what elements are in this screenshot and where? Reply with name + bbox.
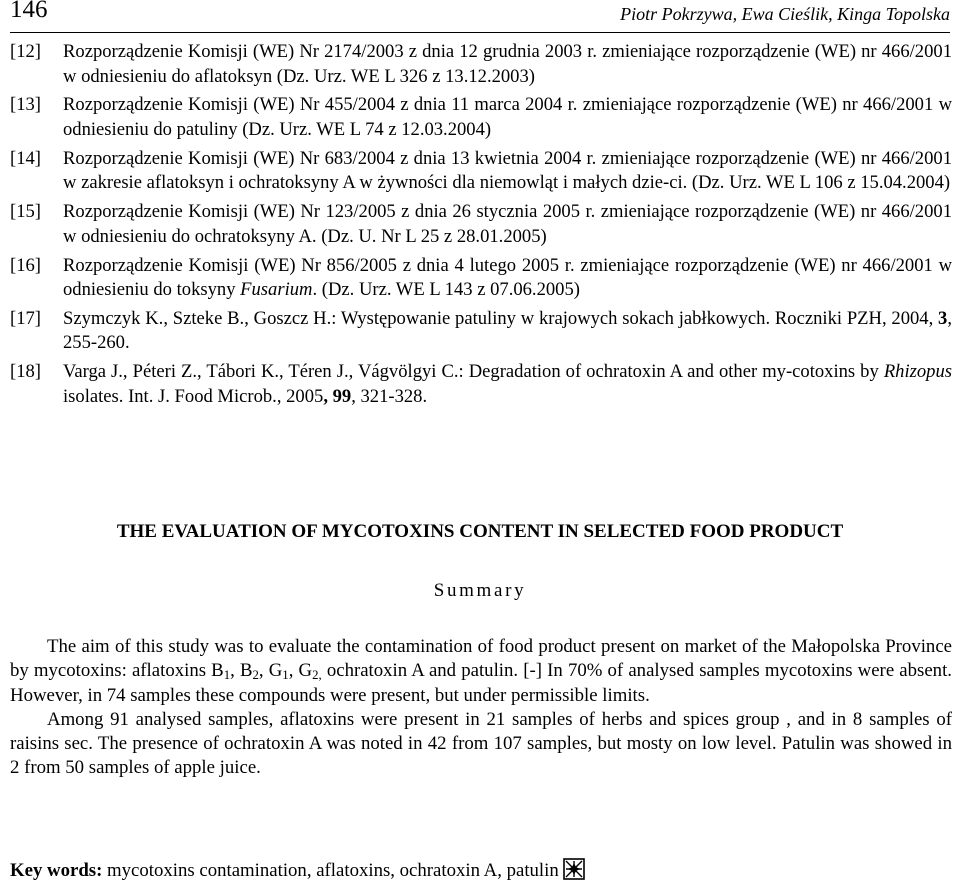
page-number: 146 bbox=[10, 0, 48, 23]
keywords-label: Key words: bbox=[10, 860, 103, 881]
summary-text: , B bbox=[230, 660, 253, 682]
subscript: 1 bbox=[223, 668, 231, 683]
reference-text: Rozporządzenie Komisji (WE) Nr 123/2005 z dnia 26 stycznia 2005 r. zmieniające rozporządzenie (WE) nr 466/2001 w odniesieniu do ochratoksyny A. (Dz. U. Nr L 25 z 28.01.2005) bbox=[63, 201, 952, 247]
reference-item bbox=[10, 200, 952, 249]
reference-item bbox=[10, 40, 952, 89]
reference-text: , 255-260. bbox=[63, 307, 952, 354]
reference-number: [15] bbox=[10, 201, 41, 223]
reference-item bbox=[10, 360, 952, 409]
reference-number: [12] bbox=[10, 41, 41, 62]
reference-volume: , 99 bbox=[323, 385, 352, 407]
reference-text: Rozporządzenie Komisji (WE) Nr 683/2004 z dnia 13 kwietnia 2004 r. zmieniające rozporządzenie (WE) nr 466/2001 w zakresie aflatoksyn i ochratoksyny A w żywności dla niemowląt i małych dzie-ci. (Dz. Urz. WE L 106 z 15.04.2004) bbox=[63, 147, 952, 194]
reference-text: Rozporządzenie Komisji (WE) Nr 2174/2003 z dnia 12 grudnia 2003 r. zmieniające rozporządzenie (WE) nr 466/2001 w odniesieniu do aflatoksyn (Dz. Urz. WE L 326 z 13.12.2003) bbox=[63, 41, 952, 87]
keywords bbox=[10, 858, 952, 887]
reference-number: [16] bbox=[10, 254, 41, 276]
subscript: 2, bbox=[312, 668, 322, 683]
reference-text: Rozporządzenie Komisji (WE) Nr 455/2004 z dnia 11 marca 2004 r. zmieniające rozporządzenie (WE) nr 466/2001 w odniesieniu do patuliny (Dz. Urz. WE L 74 z 12.03.2004) bbox=[63, 94, 952, 140]
reference-item bbox=[10, 307, 952, 356]
reference-list bbox=[10, 40, 952, 414]
reference-text: isolates. Int. J. Food Microb., 2005 bbox=[63, 385, 324, 407]
summary-body bbox=[10, 635, 952, 781]
reference-text: Szymczyk K., Szteke B., Goszcz H.: Występowanie patuliny w krajowych sokach jabłkowych. Roczniki PZH, 2004, bbox=[63, 307, 939, 329]
reference-text: Rozporządzenie Komisji (WE) Nr 856/2005 z dnia 4 lutego 2005 r. zmieniające rozporządzenie (WE) nr 466/2001 w odniesieniu do toksyny bbox=[63, 254, 952, 301]
reference-number: [14] bbox=[10, 147, 41, 169]
summary-text: , G bbox=[258, 660, 283, 682]
reference-number: [13] bbox=[10, 94, 41, 116]
ornament-icon-svg bbox=[563, 858, 585, 880]
reference-number: [18] bbox=[10, 361, 41, 383]
subscript: 2 bbox=[252, 668, 259, 683]
page-header bbox=[10, 0, 950, 33]
summary-title: THE EVALUATION OF MYCOTOXINS CONTENT IN SELECTED FOOD PRODUCT bbox=[116, 521, 844, 542]
running-head: Piotr Pokrzywa, Ewa Cieślik, Kinga Topolska bbox=[620, 4, 950, 24]
reference-item bbox=[10, 147, 952, 196]
subscript: 1 bbox=[282, 668, 289, 683]
summary-label: Summary bbox=[433, 580, 527, 601]
reference-volume: 3 bbox=[938, 307, 948, 329]
reference-text: . (Dz. Urz. WE L 143 z 07.06.2005) bbox=[312, 279, 580, 301]
summary-paragraph bbox=[10, 635, 952, 708]
reference-text: Varga J., Péteri Z., Tábori K., Téren J., Vágvölgyi C.: Degradation of ochratoxin A and other my-cotoxins by bbox=[63, 361, 884, 383]
summary-text: , G bbox=[288, 660, 313, 682]
reference-italic: Rhizopus bbox=[883, 361, 952, 383]
keywords-text: mycotoxins contamination, aflatoxins, ochratoxin A, patulin bbox=[102, 860, 559, 881]
reference-italic: Fusarium bbox=[240, 279, 313, 301]
summary-text: The aim of this study was to evaluate the contamination of food product present on market of the Małopolska Province by mycotoxins: aflatoxins B bbox=[10, 636, 952, 682]
reference-number: [17] bbox=[10, 307, 41, 329]
summary-paragraph: Among 91 analysed samples, aflatoxins were present in 21 samples of herbs and spices group , and in 8 samples of raisins sec. The presence of ochratoxin A was noted in 42 from 107 samples, but mosty on low level. Patulin was showed in 2 from 50 samples of apple juice. bbox=[10, 708, 952, 779]
reference-item bbox=[10, 93, 952, 142]
reference-text: , 321-328. bbox=[351, 385, 428, 407]
ornament-icon bbox=[563, 858, 585, 887]
reference-item bbox=[10, 254, 952, 303]
summary-text: ochratoxin A and patulin. [-] In 70% of analysed samples mycotoxins were absent. However, in 74 samples these compounds were present, but under permissible limits. bbox=[10, 660, 952, 706]
